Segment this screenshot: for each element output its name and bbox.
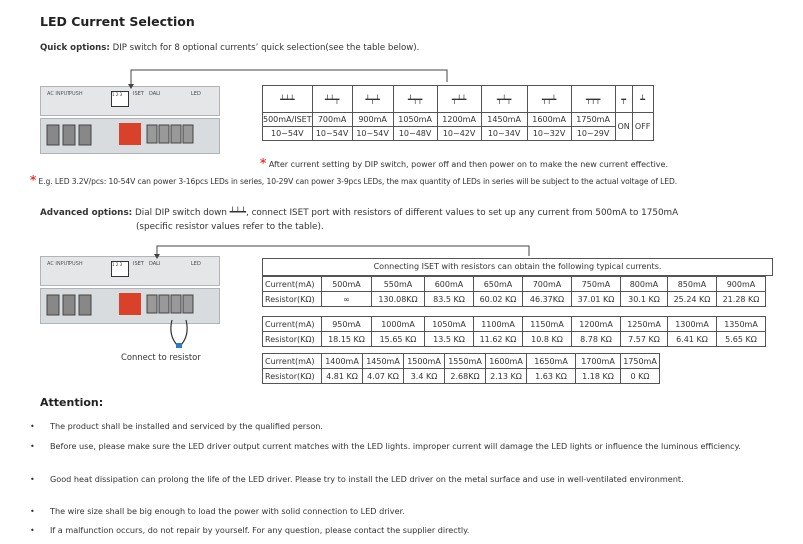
attention-item: • Good heat dissipation can prolong the life of the LED driver. Please try to install the LED driver on the metal surface and use in well-ventilated environment. xyxy=(40,473,790,486)
dali-label: DALI xyxy=(149,91,161,97)
dip-icon: ┯┯┯ xyxy=(571,86,615,113)
resistor-cell: 4.07 KΩ xyxy=(363,369,404,384)
resistor-header: Resistor(KΩ) xyxy=(263,369,322,384)
range-cell: 10~34V xyxy=(481,127,527,141)
resistor-cell: 130.08KΩ xyxy=(372,292,425,307)
attention-item: • Before use, please make sure the LED driver output current matches with the LED lights. improper current will damage the LED lights or influence the luminous efficiency. xyxy=(40,440,790,453)
current-cell: 1350mA xyxy=(717,317,766,332)
current-cell: 1300mA xyxy=(668,317,717,332)
resistor-cell: 15.65 KΩ xyxy=(372,332,425,347)
resistor-cell: 8.78 KΩ xyxy=(572,332,621,347)
off-label: OFF xyxy=(632,113,653,141)
dip-icon: ┯┯┷ xyxy=(527,86,571,113)
range-cell: 10~54V xyxy=(263,127,313,141)
resistor-cell: 6.41 KΩ xyxy=(668,332,717,347)
dip-on-icon: ┯ xyxy=(615,86,632,113)
current-cell: 1600mA xyxy=(527,113,571,127)
terminals-icon xyxy=(41,119,219,153)
current-cell: 1050mA xyxy=(393,113,437,127)
dip-icon: ┯┷┯ xyxy=(481,86,527,113)
range-cell: 10~42V xyxy=(437,127,481,141)
resistor-cell: 13.5 KΩ xyxy=(425,332,474,347)
range-cell: 10~48V xyxy=(393,127,437,141)
current-cell: 1200mA xyxy=(572,317,621,332)
current-cell: 1450mA xyxy=(363,354,404,369)
resistor-cell: 7.57 KΩ xyxy=(621,332,668,347)
resistor-table-title: Connecting ISET with resistors can obtain the following typical currents. xyxy=(262,258,773,276)
dip-icon: ┷┷┷ xyxy=(263,86,313,113)
current-cell: 1450mA xyxy=(481,113,527,127)
attention-title: Attention: xyxy=(40,396,104,409)
resistor-cell: 21.28 KΩ xyxy=(717,292,766,307)
example-note xyxy=(30,173,677,187)
driver-illustration-top xyxy=(40,86,220,156)
current-cell: 1750mA xyxy=(571,113,615,127)
resistor-cell: 1.18 KΩ xyxy=(576,369,621,384)
dip-icon: ┯┷┷ xyxy=(437,86,481,113)
resistor-cell: 30.1 KΩ xyxy=(621,292,668,307)
dip-icon: ┷┯┯ xyxy=(393,86,437,113)
current-cell: 650mA xyxy=(474,277,523,292)
port-label-push: PUSH xyxy=(69,261,83,267)
dip-note xyxy=(260,156,668,170)
resistor-header: Resistor(KΩ) xyxy=(263,332,322,347)
current-cell: 1550mA xyxy=(445,354,486,369)
quick-options-text xyxy=(40,43,419,53)
port-label-push: PUSH xyxy=(69,91,83,97)
resistor-cell: 18.15 KΩ xyxy=(322,332,372,347)
resistor-cell: 3.4 KΩ xyxy=(404,369,445,384)
range-cell: 10~32V xyxy=(527,127,571,141)
advanced-options-text xyxy=(40,208,678,218)
current-cell: 1600mA xyxy=(486,354,527,369)
driver-label-panel xyxy=(40,256,220,286)
current-header: Current(mA) xyxy=(263,317,322,332)
current-cell: 1650mA xyxy=(527,354,576,369)
dip-icon: ┷┷┯ xyxy=(312,86,352,113)
current-cell: 1700mA xyxy=(576,354,621,369)
dip-current-table xyxy=(262,85,654,141)
current-cell: 1100mA xyxy=(474,317,523,332)
resistor-cell: 83.5 KΩ xyxy=(425,292,474,307)
port-label-ac: AC INPUT xyxy=(47,261,71,267)
dip-note-text: After current setting by DIP switch, power off and then power on to make the new current effective. xyxy=(268,160,669,169)
current-cell: 700mA xyxy=(312,113,352,127)
resistor-cell: 10.8 KΩ xyxy=(523,332,572,347)
current-header: Current(mA) xyxy=(263,354,322,369)
advanced-options-label: Advanced options: xyxy=(40,208,133,218)
resistor-cell: 4.81 KΩ xyxy=(322,369,363,384)
advanced-text-2: , connect ISET port with resistors of different values to set up any current from 500mA to 1750mA xyxy=(246,208,679,218)
current-cell: 850mA xyxy=(668,277,717,292)
led-label: LED xyxy=(191,91,201,97)
iset-label: ISET xyxy=(133,261,144,267)
driver-illustration-bottom xyxy=(40,256,220,326)
current-cell: 1150mA xyxy=(523,317,572,332)
resistor-cell: 2.13 KΩ xyxy=(486,369,527,384)
current-cell: 950mA xyxy=(322,317,372,332)
asterisk-icon: * xyxy=(260,156,267,170)
current-cell: 1750mA xyxy=(621,354,660,369)
resistor-cell: 2.68KΩ xyxy=(445,369,486,384)
example-note-text: E.g. LED 3.2V/pcs: 10-54V can power 3-16pcs LEDs in series, 10-29V can power 3-9pcs LEDs, the max quantity of LEDs in series will be subject to the actual voltage of LED. xyxy=(38,177,678,186)
resistor-header: Resistor(KΩ) xyxy=(263,292,322,307)
attention-item: • If a malfunction occurs, do not repair by yourself. For any question, please contact the supplier directly. xyxy=(40,524,790,537)
current-cell: 1050mA xyxy=(425,317,474,332)
current-cell: 500mA xyxy=(322,277,372,292)
current-cell: 1000mA xyxy=(372,317,425,332)
quick-options-label: Quick options: xyxy=(40,43,110,53)
resistor-cell: ∞ xyxy=(322,292,372,307)
current-cell: 1250mA xyxy=(621,317,668,332)
current-cell: 500mA/ISET xyxy=(263,113,313,127)
dip-icon: ┷┯┷ xyxy=(352,86,393,113)
dip-off-icon: ┷ xyxy=(632,86,653,113)
resistor-cell: 5.65 KΩ xyxy=(717,332,766,347)
current-cell: 1200mA xyxy=(437,113,481,127)
current-header: Current(mA) xyxy=(263,277,322,292)
resistor-table-3 xyxy=(262,353,660,384)
range-cell: 10~54V xyxy=(312,127,352,141)
resistor-wire-icon xyxy=(150,318,210,350)
advanced-text-1: Dial DIP switch down xyxy=(132,208,227,218)
on-label: ON xyxy=(615,113,632,141)
range-cell: 10~29V xyxy=(571,127,615,141)
current-cell: 750mA xyxy=(572,277,621,292)
connect-resistor-label: Connect to resistor xyxy=(121,352,201,362)
current-cell: 900mA xyxy=(717,277,766,292)
current-cell: 1500mA xyxy=(404,354,445,369)
resistor-cell: 0 KΩ xyxy=(621,369,660,384)
range-cell: 10~54V xyxy=(352,127,393,141)
resistor-cell: 60.02 KΩ xyxy=(474,292,523,307)
dali-label: DALI xyxy=(149,261,161,267)
attention-item: • The product shall be installed and serviced by the qualified person. xyxy=(40,420,790,433)
led-label: LED xyxy=(191,261,201,267)
current-cell: 600mA xyxy=(425,277,474,292)
current-cell: 550mA xyxy=(372,277,425,292)
iset-label: ISET xyxy=(133,91,144,97)
dip-box-icon: 1 2 3 xyxy=(111,91,129,107)
resistor-cell: 1.63 KΩ xyxy=(527,369,576,384)
current-cell: 1400mA xyxy=(322,354,363,369)
resistor-cell: 11.62 KΩ xyxy=(474,332,523,347)
attention-item: • The wire size shall be big enough to load the power with solid connection to LED driver. xyxy=(40,505,790,518)
quick-options-desc: DIP switch for 8 optional currents’ quick selection(see the table below). xyxy=(109,43,420,53)
current-cell: 900mA xyxy=(352,113,393,127)
dip-down-icon: ┷┷┷ xyxy=(229,208,246,218)
dip-box-icon: 1 2 3 xyxy=(111,261,129,277)
asterisk-icon: * xyxy=(30,173,37,187)
resistor-cell: 25.24 KΩ xyxy=(668,292,717,307)
current-cell: 800mA xyxy=(621,277,668,292)
resistor-table-1 xyxy=(262,276,766,307)
driver-terminal-panel xyxy=(40,118,220,154)
resistor-cell: 46.37KΩ xyxy=(523,292,572,307)
page-title: LED Current Selection xyxy=(40,14,195,29)
current-cell: 700mA xyxy=(523,277,572,292)
resistor-cell: 37.01 KΩ xyxy=(572,292,621,307)
driver-label-panel xyxy=(40,86,220,116)
resistor-table-2 xyxy=(262,316,766,347)
advanced-text-3: (specific resistor values refer to the table). xyxy=(136,222,324,232)
port-label-ac: AC INPUT xyxy=(47,91,71,97)
